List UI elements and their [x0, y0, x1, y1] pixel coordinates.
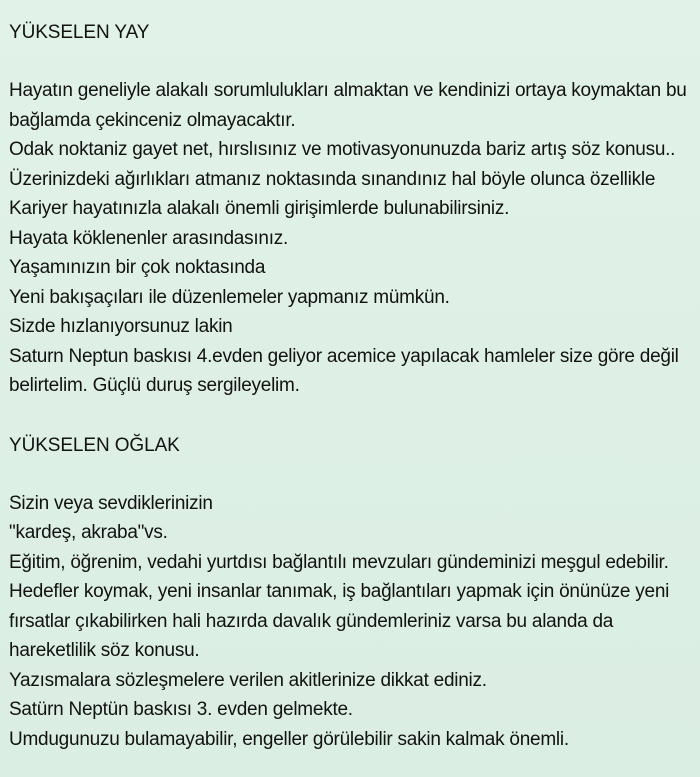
spacer [9, 47, 690, 76]
text-line: hareketlilik söz konusu. [9, 640, 200, 661]
section-yukselen-oglak [9, 431, 690, 755]
text-line: Eğitim, öğrenim, vedahi yurtdısı bağlantılı mevzuları gündeminizi meşgul edebilir. [9, 551, 669, 573]
spacer [9, 460, 690, 489]
text-line: Sizin veya sevdiklerinizin [9, 492, 213, 514]
paragraph-lines [9, 489, 690, 755]
text-line: Üzerinizdeki ağırlıkları atmanız noktasında sınandınız hal böyle olunca özellikle [9, 168, 656, 190]
section-heading: YÜKSELEN YAY [9, 22, 150, 43]
section-heading: YÜKSELEN OĞLAK [9, 434, 180, 456]
text-line: Saturn Neptun baskısı 4.evden geliyor acemice yapılacak hamleler size göre değil [9, 345, 679, 367]
text-line: Yaşamınızın bir çok noktasında [9, 257, 266, 278]
text-line: fırsatlar çıkabilirken hali hazırda davalık gündemleriniz varsa bu alanda da [9, 610, 614, 632]
text-line: Odak noktaniz gayet net, hırslısınız ve motivasyonunuzda bariz artış söz konusu.. [9, 139, 676, 160]
text-line: Yazısmalara sözleşmelere verilen akitlerinize dikkat ediniz. [9, 669, 487, 691]
text-line: belirtelim. Güçlü duruş sergileyelim. [9, 375, 300, 396]
section-yukselen-yay [9, 18, 690, 401]
text-line: Yeni bakışaçıları ile düzenlemeler yapmanız mümkün. [9, 286, 450, 308]
paragraph-lines [9, 76, 690, 401]
text-line: Hayatın geneliyle alakalı sorumlulukları almaktan ve kendinizi ortaya koymaktan bu [9, 80, 687, 101]
text-line: Sizde hızlanıyorsunuz lakin [9, 316, 233, 337]
text-line: Hedefler koymak, yeni insanlar tanımak, iş bağlantıları yapmak için önünüze yeni [9, 581, 670, 602]
text-line: Hayata köklenenler arasındasınız. [9, 227, 289, 249]
text-line: Satürn Neptün baskısı 3. evden gelmekte. [9, 699, 353, 720]
text-line: Kariyer hayatınızla alakalı önemli girişimlerde bulunabilirsiniz. [9, 198, 510, 219]
text-line: Umdugunuzu bulamayabilir, engeller görülebilir sakin kalmak önemli. [9, 728, 569, 750]
text-line: bağlamda çekinceniz olmayacaktır. [9, 109, 296, 131]
text-line: "kardeş, akraba"vs. [9, 522, 168, 543]
